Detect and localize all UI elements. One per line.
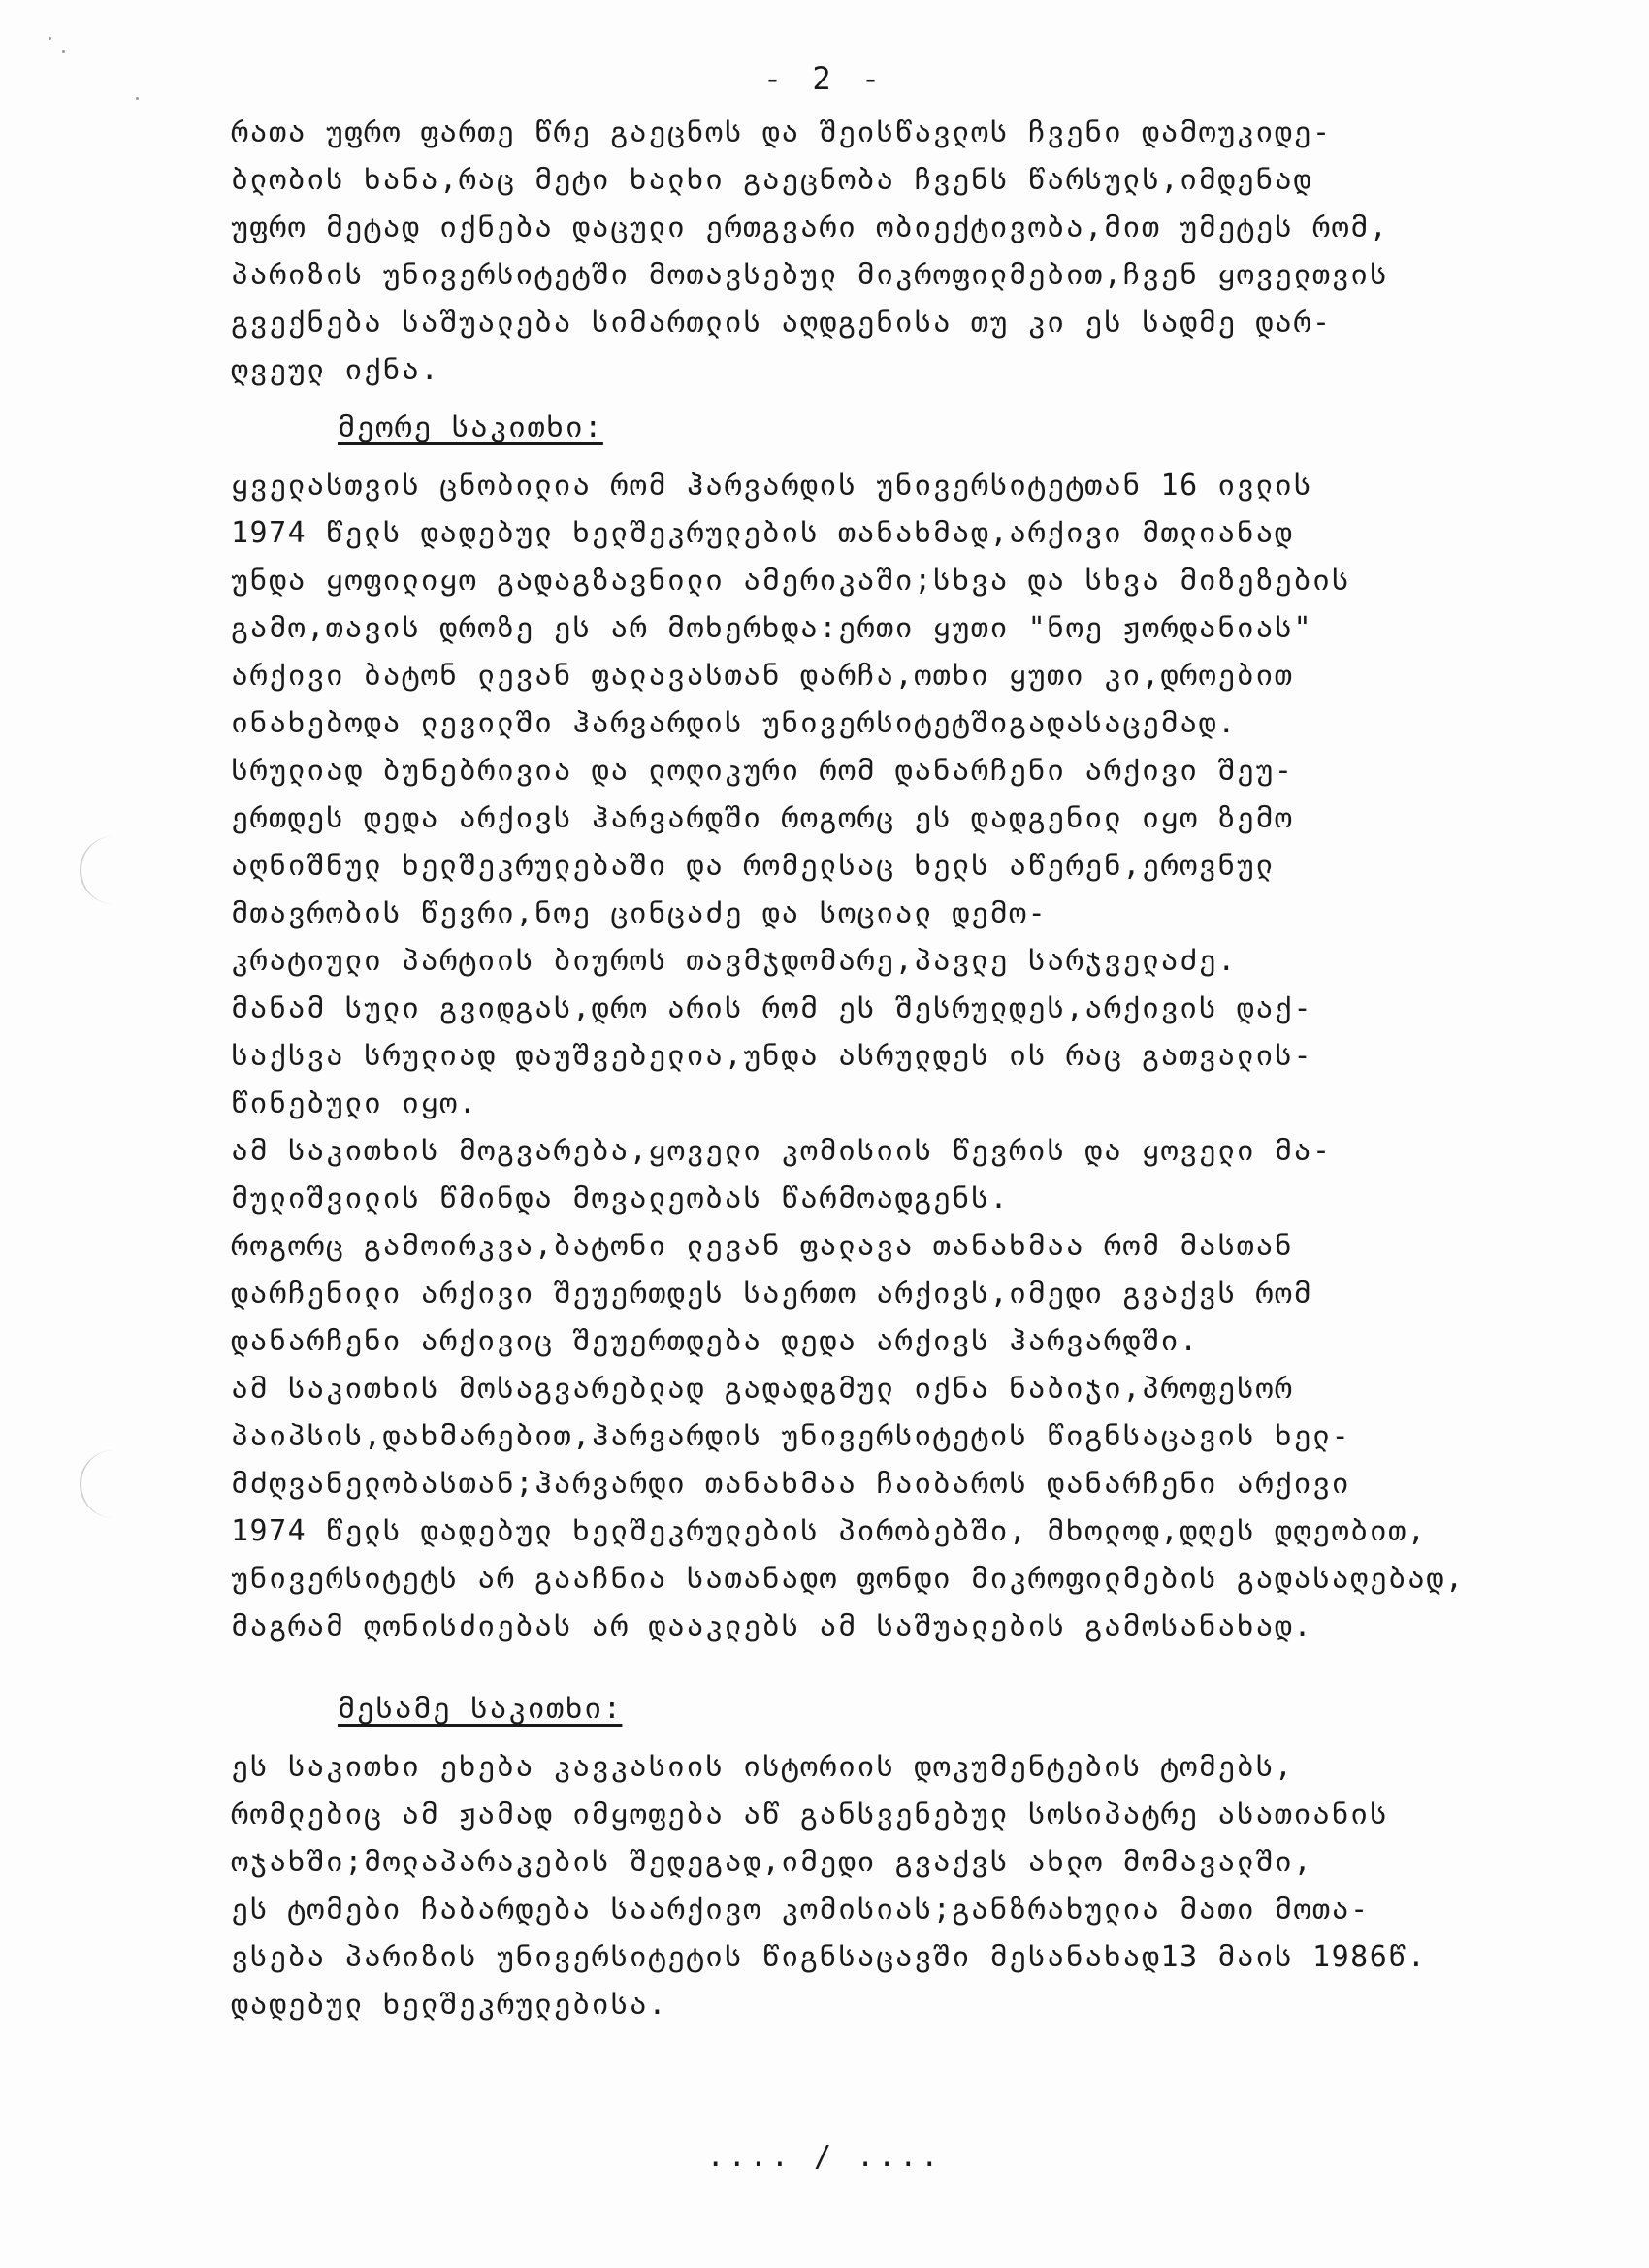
text-line: საქსვა სრულიად დაუშვებელია,უნდა ასრულდეს ის რაც გათვალის- — [231, 1039, 1313, 1073]
text-line: პაიპსის,დახმარებით,ჰარვარდის უნივერსიტეტის წიგნსაცავის ხელ- — [231, 1419, 1351, 1453]
text-line: წინებული იყო. — [231, 1086, 478, 1120]
text-line: ბლობის ხანა,რაც მეტი ხალხი გაეცნობა ჩვენს წარსულს,იმდენად — [231, 163, 1313, 197]
text-line: 1974 წელს დადებულ ხელშეკრულების თანახმად,არქივი მთლიანად — [231, 516, 1294, 550]
page-number: - 2 - — [762, 60, 887, 97]
text-line: ეს საკითხი ეხება კავკასიის ისტორიის დოკუმენტების ტომებს, — [231, 1750, 1294, 1784]
section-heading-text: მესამე საკითხი: — [338, 1692, 623, 1726]
document-body — [231, 109, 1465, 2028]
text-line: როგორც გამოირკვა,ბატონი ლევან ფალავა თანახმაა რომ მასთან — [231, 1229, 1294, 1263]
intro-paragraph — [231, 109, 1434, 394]
text-line: დანარჩენი არქივიც შეუერთდება დედა არქივს ჰარვარდში. — [231, 1324, 1199, 1358]
text-line: არქივი ბატონ ლევან ფალავასთან დარჩა,ოთხი ყუთი კი,დროებით — [231, 659, 1294, 693]
text-line: გვექნება საშუალება სიმართლის აღდგენისა თუ კი ეს სადმე დარ- — [231, 306, 1332, 340]
text-line: მაგრამ ღონისძიებას არ დააკლებს ამ საშუალების გამოსანახად. — [231, 1609, 1313, 1643]
text-line: ოჯახში;მოლაპარაკების შედეგად,იმედი გვაქვს ახლო მომავალში, — [231, 1845, 1313, 1879]
text-line: მანამ სული გვიდგას,დრო არის რომ ეს შესრულდეს,არქივის დაქ- — [231, 991, 1313, 1025]
text-line: ამ საკითხის მოგვარება,ყოველი კომისიის წევრის და ყოველი მა- — [231, 1134, 1332, 1168]
text-line: უნდა ყოფილიყო გადაგზავნილი ამერიკაში;სხვა და სხვა მიზეზების — [231, 564, 1351, 598]
punch-hole-mark — [80, 1450, 120, 1518]
text-line: მთავრობის წევრი,ნოე ცინცაძე და სოციალ დემო- — [231, 896, 1048, 930]
text-line: ინახებოდა ლევილში ჰარვარდის უნივერსიტეტშიგადასაცემად. — [231, 706, 1237, 740]
scan-speck — [62, 50, 65, 53]
section-second-question — [231, 394, 1465, 1650]
text-line: მულიშვილის წმინდა მოვალეობას წარმოადგენს. — [231, 1182, 1010, 1215]
text-line: მძღვანელობასთან;ჰარვარდი თანახმაა ჩაიბაროს დანარჩენი არქივი — [231, 1467, 1351, 1501]
text-line: ეს ტომები ჩაბარდება საარქივო კომისიას;განზრახულია მათი მოთა- — [231, 1893, 1370, 1927]
text-line: ღვეულ იქნა. — [231, 353, 440, 387]
text-line: უფრო მეტად იქნება დაცული ერთგვარი ობიექტივობა,მით უმეტეს რომ, — [231, 211, 1389, 244]
text-line: ერთდეს დედა არქივს ჰარვარდში როგორც ეს დადგენილ იყო ზემო — [231, 801, 1294, 835]
text-line: ამ საკითხის მოსაგვარებლად გადადგმულ იქნა ნაბიჯი,პროფესორ — [231, 1372, 1294, 1406]
text-line: ყველასთვის ცნობილია რომ ჰარვარდის უნივერსიტეტთან 16 ივლის — [231, 469, 1313, 502]
section-third-question — [231, 1675, 1434, 2028]
text-line: რომლებიც ამ ჟამად იმყოფება აწ განსვენებულ სოსიპატრე ასათიანის — [231, 1798, 1389, 1831]
text-line: რათა უფრო ფართე წრე გაეცნოს და შეისწავლოს ჩვენი დამოუკიდე- — [231, 115, 1332, 149]
text-line: გამო,თავის დროზე ეს არ მოხერხდა:ერთი ყუთი "ნოე ჟორდანიას" — [231, 611, 1313, 645]
text-line: პარიზის უნივერსიტეტში მოთავსებულ მიკროფილმებით,ჩვენ ყოველთვის — [231, 258, 1389, 292]
section-heading — [231, 1675, 1434, 1743]
text-line: აღნიშნულ ხელშეკრულებაში და რომელსაც ხელს აწერენ,ეროვნულ — [231, 849, 1275, 883]
text-line: კრატიული პარტიის ბიუროს თავმჯდომარე,პავლე სარჯველაძე. — [231, 944, 1237, 978]
text-line: დადებულ ხელშეკრულებისა. — [231, 1988, 667, 2022]
text-line: უნივერსიტეტს არ გააჩნია სათანადო ფონდი მიკროფილმების გადასაღებად, — [231, 1562, 1465, 1596]
text-line: სრულიად ბუნებრივია და ლოღიკური რომ დანარჩენი არქივი შეუ- — [231, 754, 1294, 788]
section-heading — [231, 394, 1434, 462]
text-line: დარჩენილი არქივი შეუერთდეს საერთო არქივს,იმედი გვაქვს რომ — [231, 1277, 1313, 1311]
punch-hole-mark — [80, 836, 120, 904]
scan-speck — [48, 37, 51, 40]
scan-speck — [136, 97, 139, 100]
section-heading-text: მეორე საკითხი: — [338, 410, 603, 444]
text-line: ვსება პარიზის უნივერსიტეტის წიგნსაცავში მესანახად13 მაის 1986წ. — [231, 1940, 1427, 1974]
continuation-mark: .... / .... — [706, 2140, 943, 2174]
text-line: 1974 წელს დადებულ ხელშეკრულების პირობებში, მხოლოდ,დღეს დღეობით, — [231, 1514, 1427, 1548]
section-spacer — [231, 1650, 1434, 1675]
